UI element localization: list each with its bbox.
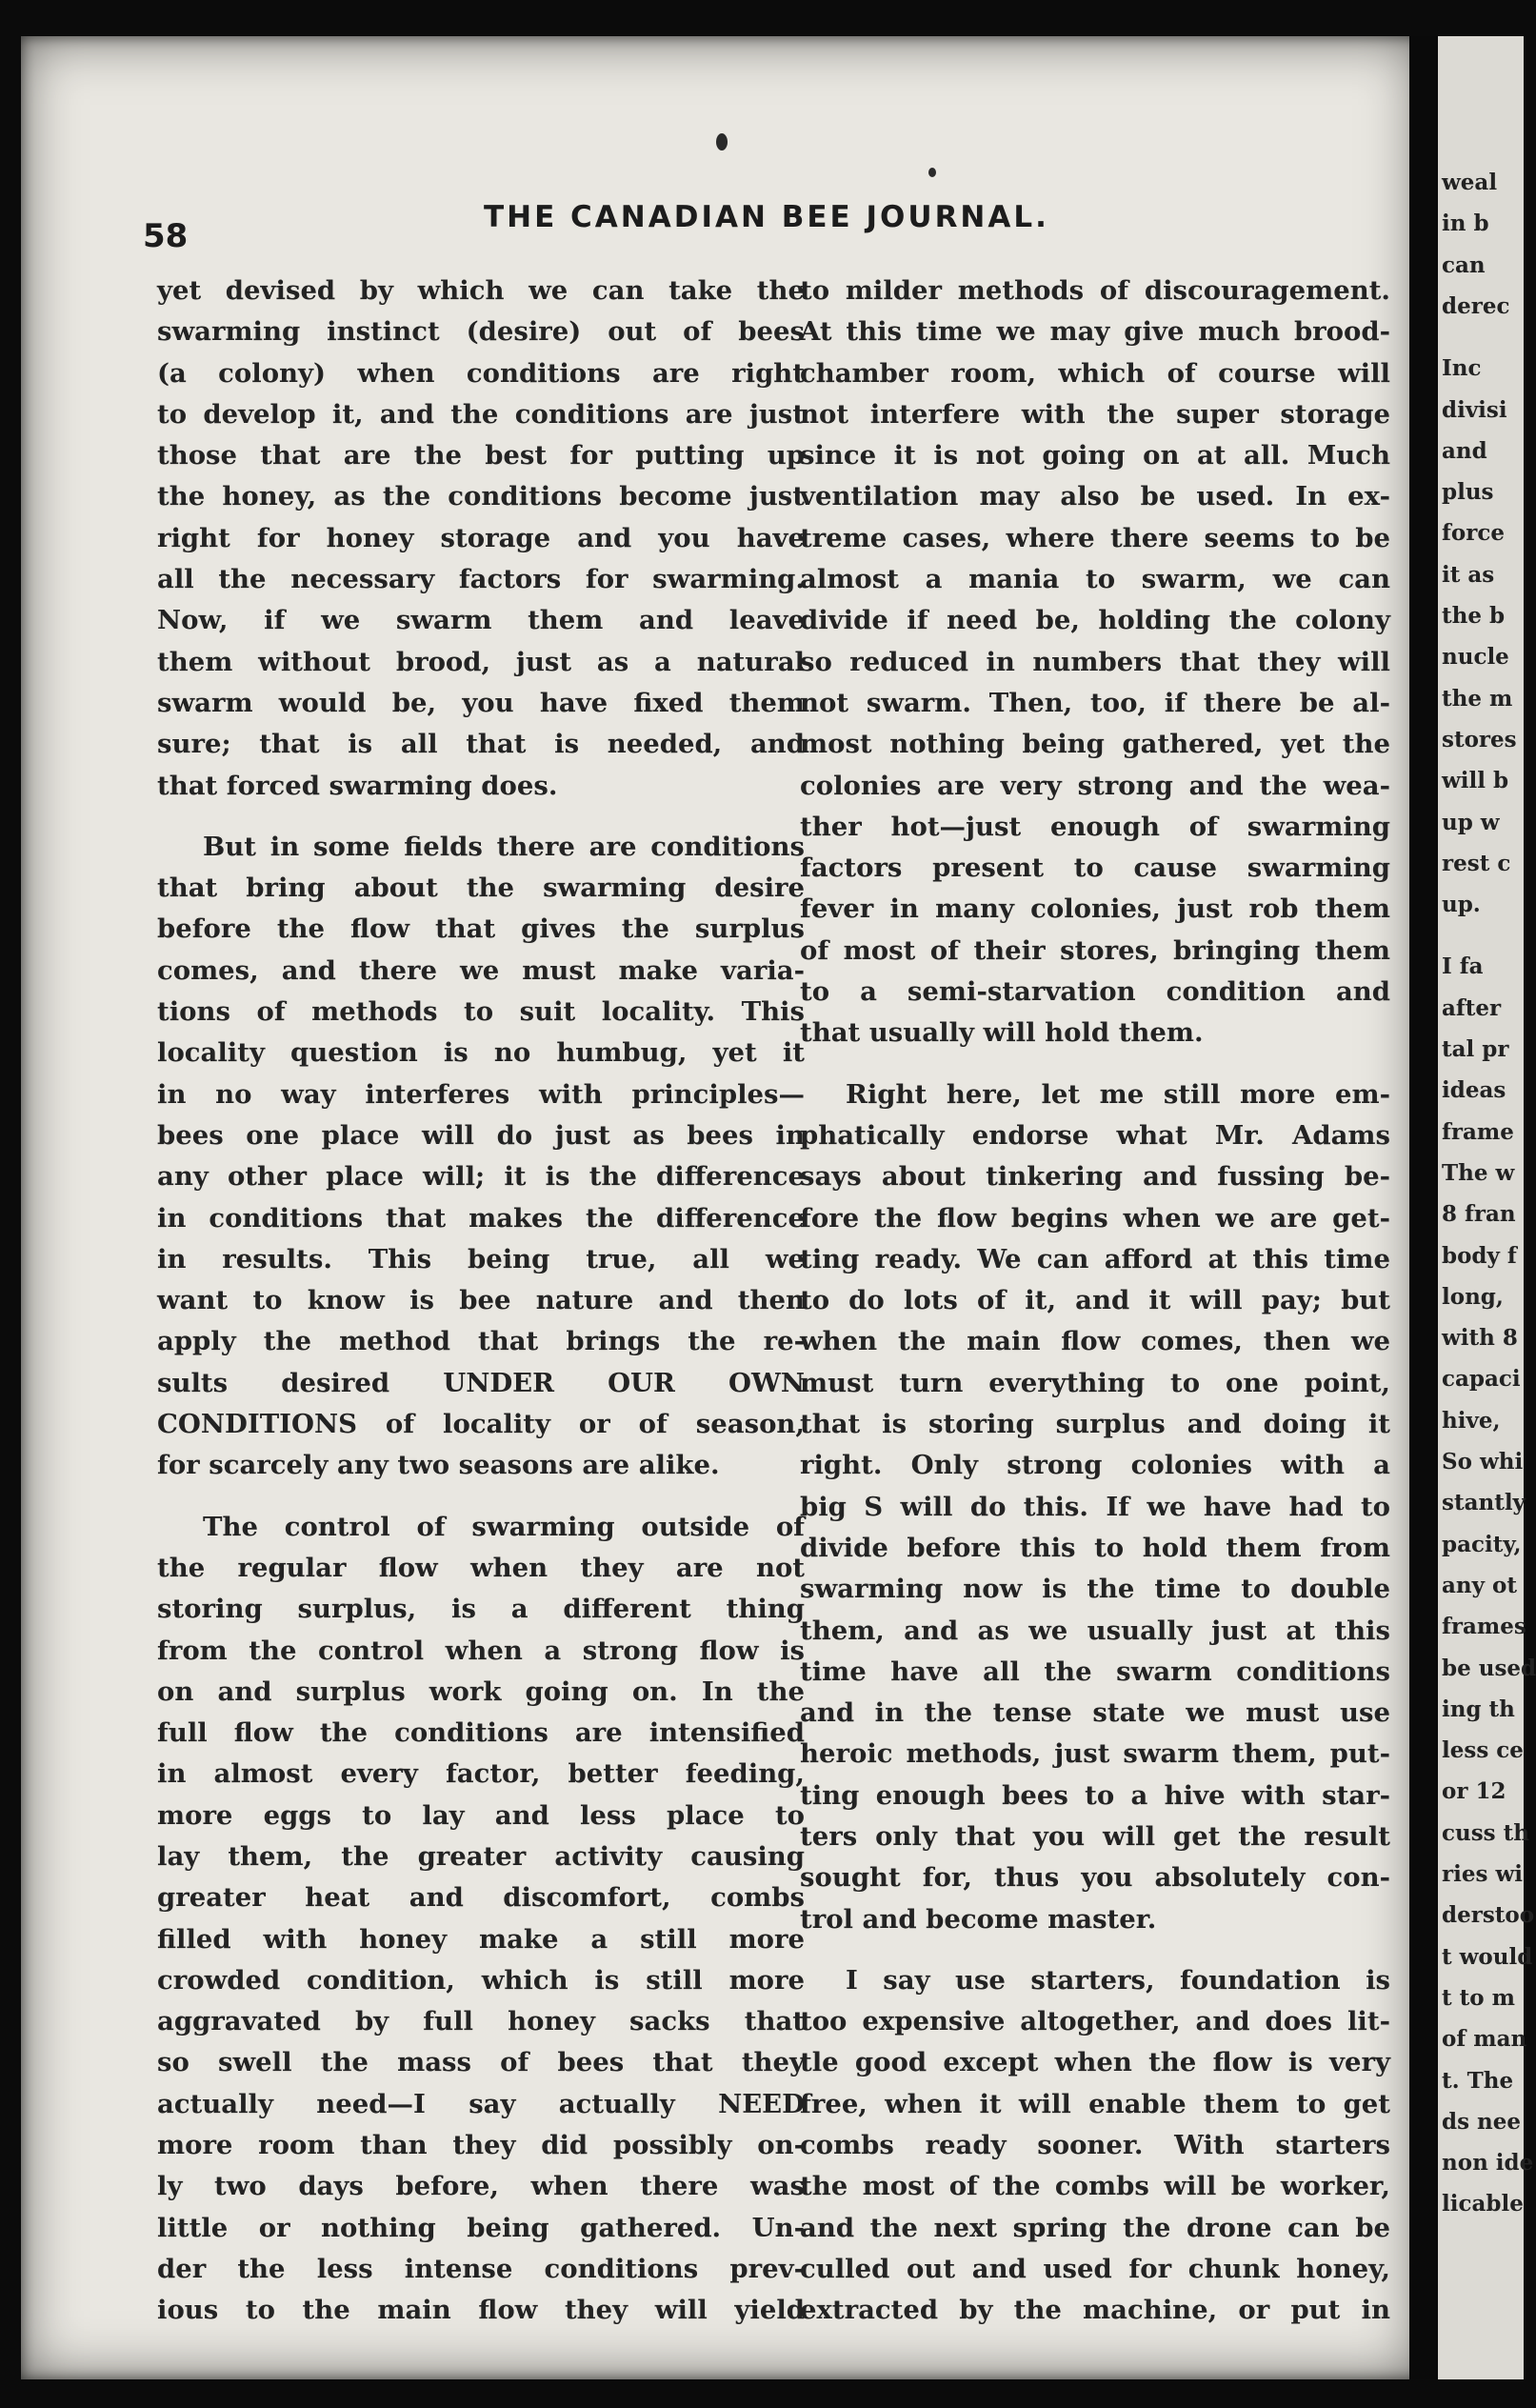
left-text-line: CONDITIONS of locality or of season, <box>157 1409 805 1440</box>
left-text-line: from the control when a strong flow is <box>157 1635 805 1666</box>
left-text-line: to develop it, and the conditions are just <box>157 398 805 430</box>
right-text-line: ting enough bees to a hive with star- <box>800 1779 1390 1811</box>
left-text-line: them without brood, just as a natural <box>157 646 805 677</box>
adjacent-page-fragment: non ide <box>1442 2150 1534 2177</box>
adjacent-page-fragment: hive, <box>1442 1407 1501 1434</box>
right-text-line: since it is not going on at all. Much <box>800 440 1390 472</box>
adjacent-page-edge <box>1438 36 1536 2379</box>
right-text-line: ters only that you will get the result <box>800 1820 1390 1852</box>
adjacent-page-fragment: derec <box>1442 292 1510 319</box>
adjacent-page-fragment: tal pr <box>1442 1036 1509 1062</box>
left-text-line: apply the method that brings the re- <box>157 1326 805 1357</box>
adjacent-page-fragment: the b <box>1442 603 1506 629</box>
left-text-line: that forced swarming does. <box>157 770 558 801</box>
adjacent-page-fragment: in b <box>1442 211 1489 237</box>
adjacent-page-fragment: I fa <box>1442 953 1484 980</box>
left-column <box>157 271 805 2332</box>
left-text-line: right for honey storage and you have <box>157 522 805 553</box>
right-text-line: trol and become master. <box>800 1903 1157 1935</box>
ink-smudge <box>928 168 936 177</box>
binding-gutter <box>1409 36 1438 2379</box>
left-text-line: those that are the best for putting up <box>157 440 805 472</box>
adjacent-page-fragment: stores <box>1442 726 1517 752</box>
adjacent-page-fragment: the m <box>1442 685 1513 712</box>
right-text-line: that usually will hold them. <box>800 1017 1204 1049</box>
adjacent-page-fragment: any ot <box>1442 1572 1517 1598</box>
right-text-line: divide before this to hold them from <box>800 1532 1390 1563</box>
running-head-title: THE CANADIAN BEE JOURNAL. <box>484 200 1049 234</box>
adjacent-page-fragment: plus <box>1442 479 1494 506</box>
adjacent-page-fragment: frame <box>1442 1118 1514 1145</box>
left-text-line: filled with honey make a still more <box>157 1923 805 1955</box>
left-text-line: in results. This being true, all we <box>157 1243 805 1274</box>
right-text-line: ventilation may also be used. In ex- <box>800 481 1390 512</box>
adjacent-page-fragment: cuss th <box>1442 1819 1529 1846</box>
left-text-line: But in some fields there are conditions <box>203 831 805 862</box>
left-text-line: little or nothing being gathered. Un- <box>157 2212 805 2243</box>
adjacent-page-fragment: divisi <box>1442 396 1507 423</box>
right-text-line: treme cases, where there seems to be <box>800 522 1390 553</box>
adjacent-page-fragment: up. <box>1442 892 1481 918</box>
adjacent-page-fragment: derstoo <box>1442 1902 1535 1929</box>
right-text-line: that is storing surplus and doing it <box>800 1409 1390 1440</box>
adjacent-page-fragment: licable <box>1442 2191 1524 2217</box>
right-text-line: and in the tense state we must use <box>800 1697 1390 1729</box>
adjacent-page-fragment: ds nee <box>1442 2108 1522 2135</box>
left-text-line: tions of methods to suit locality. This <box>157 996 805 1028</box>
left-text-line: sults desired UNDER OUR OWN <box>157 1367 805 1398</box>
adjacent-page-fragment: t to m <box>1442 1984 1515 2011</box>
adjacent-page-fragment: weal <box>1442 170 1498 195</box>
right-text-line: almost a mania to swarm, we can <box>800 564 1390 595</box>
adjacent-page-fragment: stantly <box>1442 1490 1526 1516</box>
right-text-line: culled out and used for chunk honey, <box>800 2253 1390 2284</box>
right-text-line: and the next spring the drone can be <box>800 2212 1390 2243</box>
adjacent-page-fragment: of man <box>1442 2026 1527 2053</box>
left-text-line: lay them, the greater activity causing <box>157 1840 805 1872</box>
left-text-line: want to know is bee nature and then <box>157 1285 805 1316</box>
left-text-line: Now, if we swarm them and leave <box>157 605 805 636</box>
adjacent-page-fragment: pacity, <box>1442 1531 1522 1557</box>
adjacent-page-fragment: up w <box>1442 809 1500 835</box>
left-text-line: bees one place will do just as bees in <box>157 1119 805 1151</box>
adjacent-page-fragment: can <box>1442 251 1486 278</box>
adjacent-page-fragment: less ce <box>1442 1737 1524 1764</box>
right-text-line: too expensive altogether, and does lit- <box>800 2006 1390 2037</box>
right-text-line: Right here, let me still more em- <box>846 1078 1390 1110</box>
left-text-line: so swell the mass of bees that they <box>157 2047 805 2078</box>
right-text-line: them, and as we usually just at this <box>800 1615 1390 1646</box>
left-text-line: for scarcely any two seasons are alike. <box>157 1450 720 1481</box>
adjacent-page-fragment: force <box>1442 520 1505 547</box>
right-text-line: so reduced in numbers that they will <box>800 646 1390 677</box>
left-text-line: yet devised by which we can take the <box>157 275 805 306</box>
left-text-line: locality question is no humbug, yet it <box>157 1037 805 1069</box>
adjacent-page-fragment: body f <box>1442 1242 1517 1269</box>
adjacent-page-fragment: or 12 <box>1442 1778 1506 1805</box>
right-text-line: most nothing being gathered, yet the <box>800 729 1390 760</box>
adjacent-page-fragment: after <box>1442 994 1502 1021</box>
left-text-line: the honey, as the conditions become just <box>157 481 805 512</box>
right-text-line: not swarm. Then, too, if there be al- <box>800 687 1390 718</box>
adjacent-page-fragment: rest c <box>1442 850 1511 876</box>
adjacent-page-fragment: The w <box>1442 1159 1515 1186</box>
left-text-line: The control of swarming outside of <box>203 1511 805 1542</box>
left-text-line: comes, and there we must make varia- <box>157 954 805 986</box>
left-text-line: more eggs to lay and less place to <box>157 1799 805 1831</box>
left-text-line: more room than they did possibly on- <box>157 2130 805 2161</box>
page-number: 58 <box>143 217 189 255</box>
right-text-line: when the main flow comes, then we <box>800 1326 1390 1357</box>
right-text-line: colonies are very strong and the wea- <box>800 770 1390 801</box>
adjacent-page-fragment: ries wi <box>1442 1861 1523 1887</box>
left-text-line: any other place will; it is the difference <box>157 1161 805 1193</box>
right-text-line: phatically endorse what Mr. Adams <box>800 1119 1390 1151</box>
right-text-line: ther hot—just enough of swarming <box>800 811 1390 842</box>
right-text-line: to milder methods of discouragement. <box>800 275 1390 306</box>
left-text-line: crowded condition, which is still more <box>157 1964 805 1996</box>
right-text-line: combs ready sooner. With starters <box>800 2130 1390 2161</box>
right-text-line: sought for, thus you absolutely con- <box>800 1862 1390 1894</box>
left-text-line: on and surplus work going on. In the <box>157 1676 805 1707</box>
adjacent-page-fragment: with 8 <box>1442 1325 1518 1352</box>
right-text-line: to do lots of it, and it will pay; but <box>800 1285 1390 1316</box>
left-text-line: before the flow that gives the surplus <box>157 913 805 945</box>
adjacent-page-fragment: So whi <box>1442 1449 1524 1475</box>
left-text-line: all the necessary factors for swarming. <box>157 564 805 595</box>
left-text-line: sure; that is all that is needed, and <box>157 729 805 760</box>
right-text-line: to a semi-starvation condition and <box>800 976 1390 1008</box>
left-text-line: greater heat and discomfort, combs <box>157 1882 805 1914</box>
right-text-line: the most of the combs will be worker, <box>800 2171 1390 2202</box>
left-text-line: that bring about the swarming desire <box>157 873 805 904</box>
adjacent-page-fragment: it as <box>1442 561 1495 588</box>
right-text-line: At this time we may give much brood- <box>800 316 1390 348</box>
right-text-line: fore the flow begins when we are get- <box>800 1202 1390 1234</box>
adjacent-page-fragment: and <box>1442 437 1487 464</box>
right-text-line: ting ready. We can afford at this time <box>800 1243 1390 1274</box>
left-text-line: actually need—I say actually NEED <box>157 2088 805 2119</box>
right-text-line: fever in many colonies, just rob them <box>800 893 1390 925</box>
adjacent-page-fragment: frames <box>1442 1614 1526 1640</box>
left-text-line: der the less intense conditions prev- <box>157 2253 805 2284</box>
right-text-line: time have all the swarm conditions <box>800 1656 1390 1687</box>
right-text-line: says about tinkering and fussing be- <box>800 1161 1390 1193</box>
right-text-line: free, when it will enable them to get <box>800 2088 1390 2119</box>
adjacent-page-fragment: nucle <box>1442 644 1509 671</box>
left-text-line: aggravated by full honey sacks that <box>157 2006 805 2037</box>
adjacent-page-fragment: will b <box>1442 768 1509 794</box>
right-text-line: heroic methods, just swarm them, put- <box>800 1738 1390 1770</box>
left-text-line: swarming instinct (desire) out of bees <box>157 316 805 348</box>
right-text-line: factors present to cause swarming <box>800 853 1390 884</box>
adjacent-page-fragment: capaci <box>1442 1366 1521 1393</box>
right-text-line: I say use starters, foundation is <box>846 1964 1390 1996</box>
ink-smudge <box>716 133 728 150</box>
right-text-line: right. Only strong colonies with a <box>800 1450 1390 1481</box>
left-text-line: ious to the main flow they will yield <box>157 2295 805 2326</box>
left-text-line: in almost every factor, better feeding, <box>157 1758 805 1790</box>
right-text-line: tle good except when the flow is very <box>800 2047 1390 2078</box>
left-text-line: swarm would be, you have fixed them <box>157 687 805 718</box>
left-text-line: full flow the conditions are intensified <box>157 1717 805 1749</box>
right-text-line: not interfere with the super storage <box>800 398 1390 430</box>
left-text-line: (a colony) when conditions are right <box>157 357 805 389</box>
adjacent-page-fragment: ideas <box>1442 1077 1506 1104</box>
right-text-line: big S will do this. If we have had to <box>800 1491 1390 1522</box>
right-text-line: extracted by the machine, or put in <box>800 2295 1390 2326</box>
adjacent-page-fragment: Inc <box>1442 355 1482 382</box>
left-text-line: in no way interferes with principles— <box>157 1078 805 1110</box>
right-text-line: swarming now is the time to double <box>800 1574 1390 1605</box>
right-text-line: of most of their stores, bringing them <box>800 934 1390 966</box>
adjacent-page-fragment: 8 fran <box>1442 1201 1516 1228</box>
right-column <box>800 271 1390 2332</box>
right-text-line: chamber room, which of course will <box>800 357 1390 389</box>
adjacent-page-fragment: ing th <box>1442 1696 1515 1722</box>
adjacent-page-fragment: be used <box>1442 1655 1536 1681</box>
right-text-line: divide if need be, holding the colony <box>800 605 1390 636</box>
right-text-line: must turn everything to one point, <box>800 1367 1390 1398</box>
left-text-line: ly two days before, when there was <box>157 2171 805 2202</box>
left-text-line: in conditions that makes the difference <box>157 1202 805 1234</box>
adjacent-page-fragment: long, <box>1442 1283 1504 1310</box>
adjacent-page-fragment: t. The <box>1442 2067 1514 2094</box>
left-text-line: storing surplus, is a different thing <box>157 1594 805 1625</box>
adjacent-page-fragment: t would <box>1442 1943 1533 1970</box>
left-text-line: the regular flow when they are not <box>157 1552 805 1583</box>
